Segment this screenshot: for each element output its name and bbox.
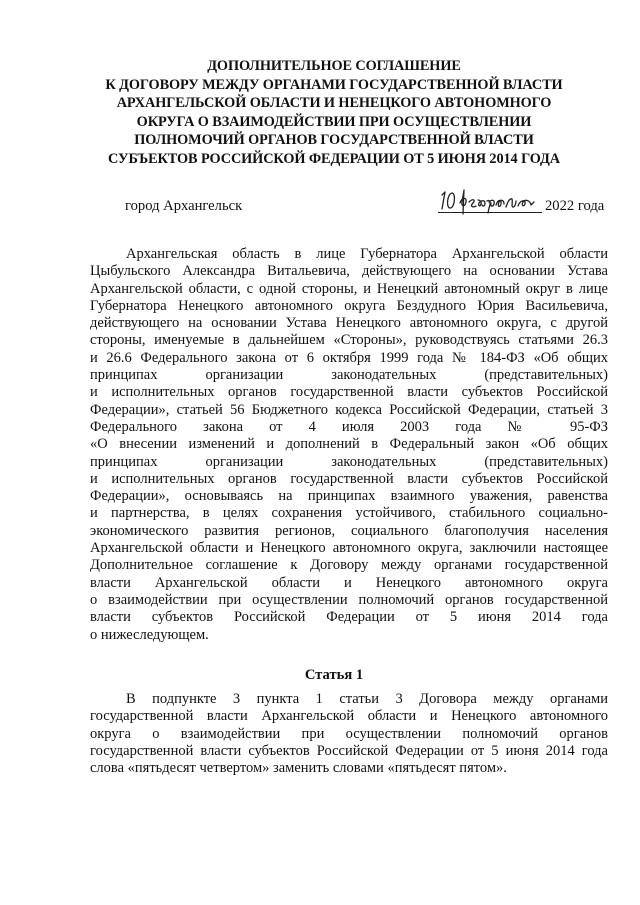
text-line: и партнерства, в целях сохранения устойчивого, стабильного социально- bbox=[90, 505, 608, 522]
title-line: ОКРУГА О ВЗАИМОДЕЙСТВИИ ПРИ ОСУЩЕСТВЛЕНИИ bbox=[136, 113, 532, 130]
text-line: Федерального закона от 4 июля 2003 года № 95-ФЗ bbox=[90, 418, 608, 435]
article-1-heading: Статья 1 bbox=[304, 667, 364, 683]
document-title bbox=[60, 57, 608, 168]
text-line: Федерации», статьей 56 Бюджетного кодекса Российской Федерации, статьей 3 bbox=[90, 401, 608, 418]
article-1-paragraph bbox=[90, 691, 608, 777]
title-line: ПОЛНОМОЧИЙ ОРГАНОВ ГОСУДАРСТВЕННОЙ ВЛАСТИ bbox=[134, 132, 534, 148]
text-line: действующего на основании Устава Ненецкого автономного округа, с другой bbox=[90, 315, 608, 332]
text-line: Архангельской области, с одной стороны, и Ненецкий автономный округ в лице bbox=[90, 280, 608, 297]
text-line: Архангельская область в лице Губернатора Архангельской области bbox=[126, 246, 608, 262]
text-line: Архангельской области и Ненецкого автономного округа, заключили настоящее bbox=[90, 540, 608, 557]
text-line: государственной власти субъектов Российской Федерации от 5 июня 2014 года bbox=[90, 742, 608, 759]
text-line: и исполнительных органов государственной власти субъектов Российской bbox=[90, 470, 608, 487]
text-line: экономического развития регионов, социального благополучия населения bbox=[90, 522, 608, 539]
city-name: город Архангельск bbox=[125, 198, 243, 214]
text-line: государственной власти Архангельской области и Ненецкого автономного bbox=[90, 708, 608, 725]
text-line: Губернатора Ненецкого автономного округа Бездудного Юрия Васильевича, bbox=[90, 297, 608, 314]
text-line: о взаимодействии при осуществлении полномочий органов государственной bbox=[90, 591, 608, 608]
text-line: стороны, именуемые в дальнейшем «Стороны», руководствуясь статьями 26.3 bbox=[90, 332, 608, 349]
text-line: Федерации», основываясь на принципах взаимного уважения, равенства bbox=[90, 488, 608, 505]
text-line: Цыбульского Александра Витальевича, действующего на основании Устава bbox=[90, 263, 608, 280]
signing-date bbox=[438, 187, 610, 217]
text-line: слова «пятьдесят четвертом» заменить словами «пятьдесят пятом». bbox=[90, 760, 507, 777]
title-line: АРХАНГЕЛЬСКОЙ ОБЛАСТИ И НЕНЕЦКОГО АВТОНОМНОГО bbox=[116, 95, 552, 111]
text-line: власти Архангельской области и Ненецкого автономного округа bbox=[90, 574, 608, 591]
text-line: власти субъектов Российской Федерации от 5 июня 2014 года bbox=[90, 609, 608, 626]
title-line: К ДОГОВОРУ МЕЖДУ ОРГАНАМИ ГОСУДАРСТВЕННОЙ ВЛАСТИ bbox=[105, 76, 563, 93]
text-line: округа о взаимодействии при осуществлении полномочий органов bbox=[90, 725, 608, 742]
text-line: принципах организации законодательных (представительных) bbox=[90, 367, 608, 384]
text-line: «О внесении изменений и дополнений в Федеральный закон «Об общих bbox=[90, 436, 608, 453]
preamble-paragraph bbox=[90, 246, 608, 644]
title-line: ДОПОЛНИТЕЛЬНОЕ СОГЛАШЕНИЕ bbox=[207, 58, 461, 74]
title-line: СУБЪЕКТОВ РОССИЙСКОЙ ФЕДЕРАЦИИ ОТ 5 ИЮНЯ 2014 ГОДА bbox=[108, 150, 560, 167]
text-line: В подпункте 3 пункта 1 статьи 3 Договора между органами bbox=[126, 691, 608, 707]
text-line: принципах организации законодательных (представительных) bbox=[90, 453, 608, 470]
text-line: о нижеследующем. bbox=[90, 626, 209, 643]
text-line: Дополнительное соглашение к Договору между органами государственной bbox=[90, 557, 608, 574]
date-underline bbox=[438, 212, 542, 213]
handwritten-date bbox=[438, 187, 548, 215]
text-line: и 26.6 Федерального закона от 6 октября 1999 года № 184-ФЗ «Об общих bbox=[90, 349, 608, 366]
text-line: и исполнительных органов государственной власти субъектов Российской bbox=[90, 384, 608, 401]
date-year: 2022 года bbox=[545, 198, 605, 214]
